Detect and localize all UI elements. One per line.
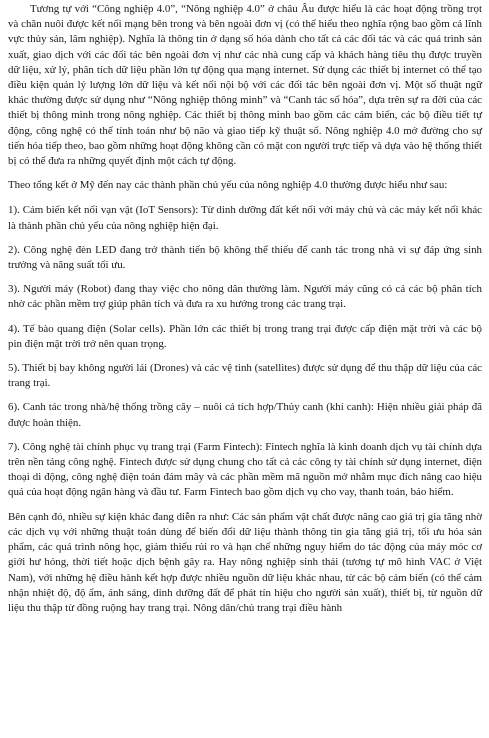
list-item-solar-cells: 4). Tế bào quang điện (Solar cells). Phần lớn các thiết bị trong trang trại được cấp điện mặt trời và các bộ pin điện mặt trời trở nên quan trọng.: [8, 322, 482, 350]
list-item-robots: 3). Người máy (Robot) đang thay việc cho nông dân thường làm. Người máy cũng có cả các bộ phân tích nhờ các phần mềm trợ giúp phân tích và đưa ra xu hướng trong các trang trại.: [8, 283, 482, 311]
list-item-led-technology: 2). Công nghệ đèn LED đang trở thành tiến bộ không thể thiếu để canh tác trong nhà vì sự đáp ứng sinh trưởng và năng suất tối ưu.: [8, 243, 482, 272]
paragraph-industry-4-comparison: Tương tự với “Công nghiệp 4.0”, “Nông nghiệp 4.0” ở châu Âu được hiểu là các hoạt động trồng trọt và chăn nuôi được kết nối mạng bên trong và bên ngoài đơn vị (có thể hiểu theo nghĩa rộng bao gồm cả lĩnh vực thủy sản, lâm nghiệp). Nghĩa là thông tin ở dạng số hóa dành cho tất cả các đối tác và các quá trình sản xuất, giao dịch với các đối tác bên ngoài đơn vị như các nhà cung cấp và khách hàng tiêu thụ được truyền dữ liệu, xử lý, phân tích dữ liệu phần lớn tự động qua mạng internet. Sử dụng các thiết bị internet có thể tạo điều kiện quản lý lượng lớn dữ liệu và kết nối nội bộ với các đối tác bên ngoài đơn vị. Một số thuật ngữ khác thường được sử dụng như “Nông nghiệp thông minh” và “Canh tác số hóa”, dựa trên sự ra đời của các thiết bị thông minh trong nông nghiệp. Các thiết bị thông minh bao gồm các cảm biến, các bộ điều tiết tự động, công nghệ có thể tính toán như bộ não và giao tiếp kỹ thuật số. Nông nghiệp 4.0 mở đường cho sự tiến hóa tiếp theo, bao gồm những hoạt động không cần có mặt con người trực tiếp và dựa vào hệ thống thiết bị có thể đưa ra những quyết định một cách tự động.: [8, 3, 482, 168]
list-item-iot-sensors: 1). Cảm biến kết nối vạn vật (IoT Sensors): Từ dinh dưỡng đất kết nối với máy chủ và các máy kết nối khác là thành phần chủ yếu của nông nghiệp hiện đại.: [8, 204, 482, 232]
list-item-drones-satellites: 5). Thiết bị bay không người lái (Drones) và các vệ tinh (satellites) được sử dụng để thu thập dữ liệu của các trang trại.: [8, 362, 482, 390]
list-item-indoor-farming: 6). Canh tác trong nhà/hệ thống trồng cây – nuôi cá tích hợp/Thủy canh (khí canh): Hiện nhiều giải pháp đã được hoàn thiện.: [8, 401, 482, 429]
paragraph-us-summary-intro: Theo tổng kết ở Mỹ đến nay các thành phần chủ yếu của nông nghiệp 4.0 thường được hiểu như sau:: [8, 179, 448, 192]
list-item-farm-fintech: 7). Công nghệ tài chính phục vụ trang trại (Farm Fintech): Fintech nghĩa là kinh doanh dịch vụ tài chính dựa trên nền tảng công nghệ. Fintech được sử dụng chung cho tất cả các công ty tài chính sử dụng internet, điện thoại di động, công nghệ điện toán đám mây và các phần mềm mã nguồn mở nhằm mục đích nâng cao hiệu quả của hoạt động ngân hàng và đầu tư. Farm Fintech bao gồm dịch vụ cho vay, thanh toán, bảo hiểm.: [8, 440, 482, 499]
paragraph-other-developments: Bên cạnh đó, nhiều sự kiện khác đang diễn ra như: Các sản phẩm vật chất được nâng cao giá trị gia tăng nhờ các dịch vụ với những thuật toán dùng để biến đổi dữ liệu thành thông tin gia tăng giá trị, tối ưu hóa sản phẩm, các quá trình nông học, giảm thiểu rủi ro và hạn chế những nguy hiểm do tác động của máy móc cơ giới hư hỏng, thời tiết hoặc dịch bệnh gây ra. Hay nông nghiệp sinh thái (tương tự mô hình VAC ở Việt Nam), với những hệ điều hành kết hợp được nhiều nguồn dữ liệu khác nhau, từ các bộ cảm biến (có thể cảm nhận nhiệt độ, độ ẩm, ánh sáng, dinh dưỡng đất để phát tín hiệu cho người sản xuất), thiết bị, từ nguồn dữ liệu thu thập từ đồng ruộng hay trang trại. Nông dân/chủ trang trại điều hành: [8, 510, 482, 614]
